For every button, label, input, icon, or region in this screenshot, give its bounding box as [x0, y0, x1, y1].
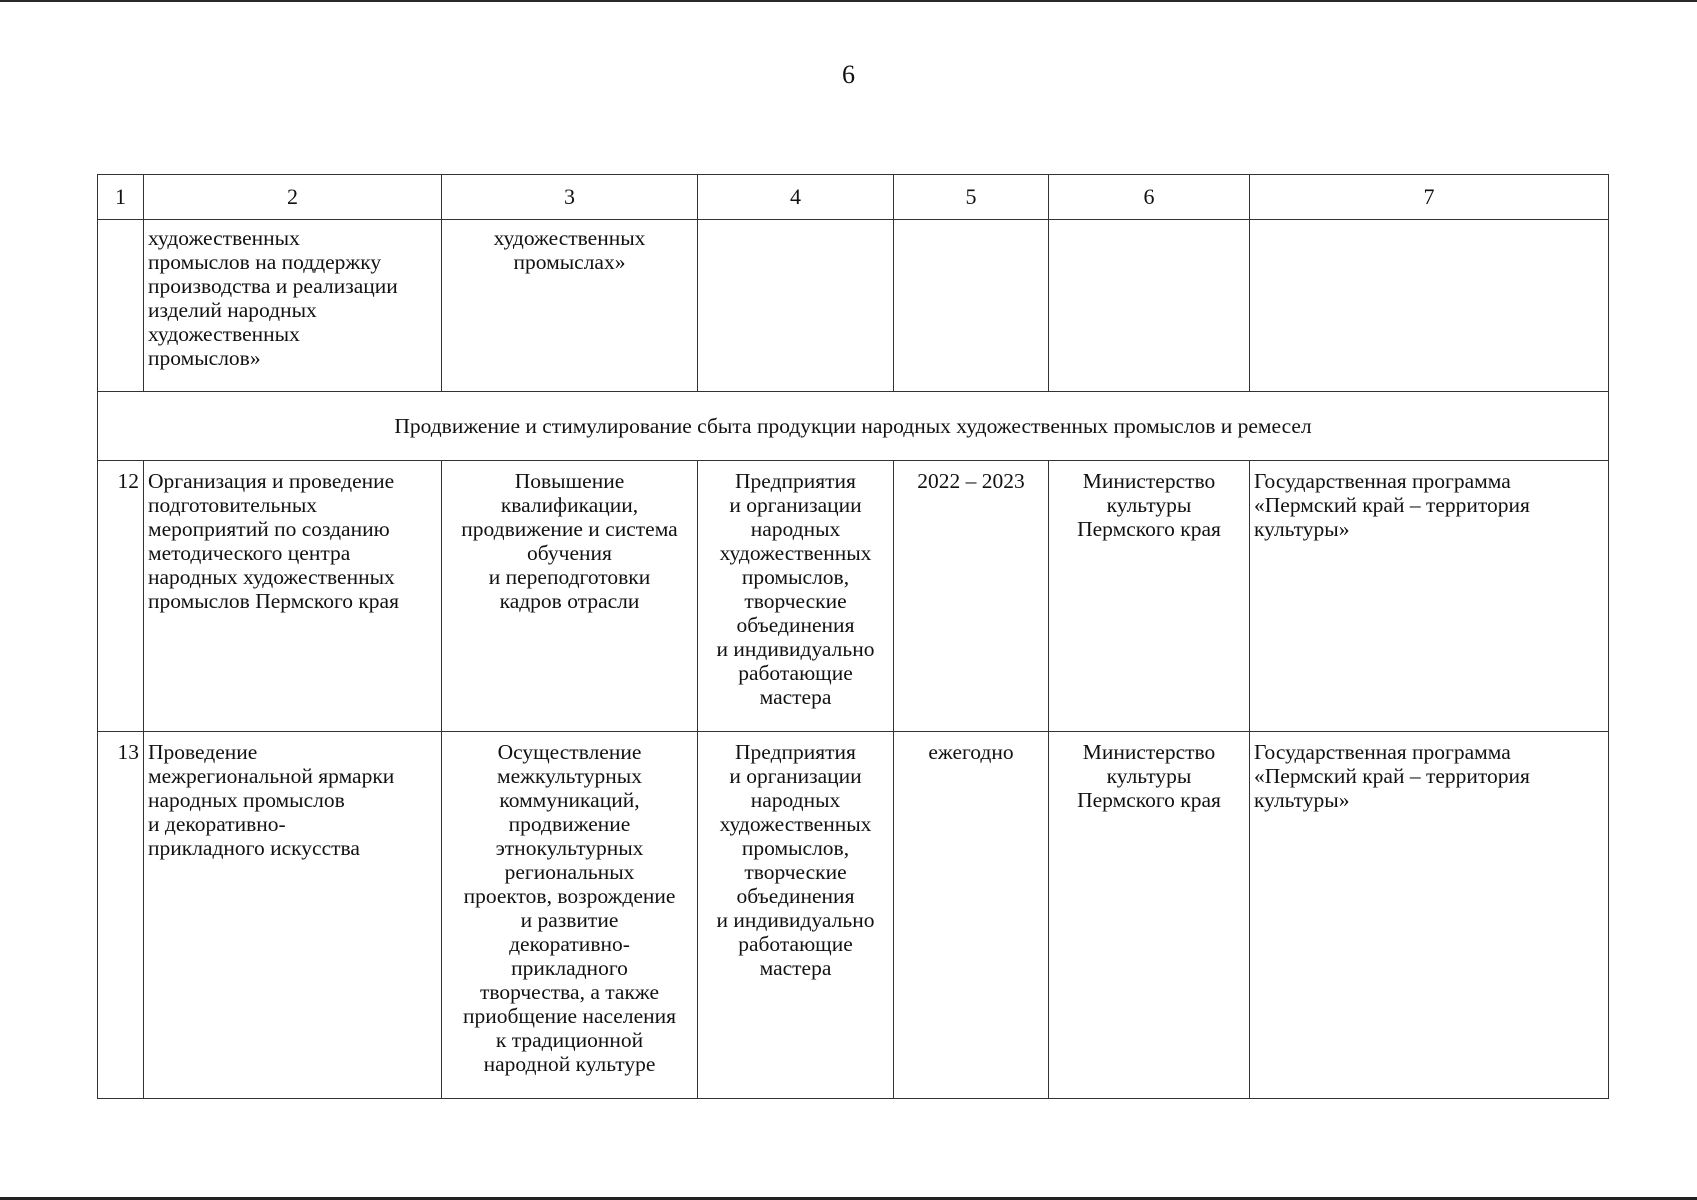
text-line: кадров отрасли	[499, 589, 640, 613]
source-cell	[1250, 732, 1609, 1099]
text-line: культуры	[1106, 764, 1192, 788]
continued-source-cell	[1250, 220, 1609, 392]
text-line: мероприятий по созданию	[148, 517, 390, 541]
text-line: творческие	[744, 589, 847, 613]
activities-table	[97, 174, 1609, 1099]
text-line: Предприятия	[735, 740, 856, 764]
text-line: творческие	[744, 860, 847, 884]
source-cell	[1250, 461, 1609, 732]
text-line: и индивидуально	[716, 637, 875, 661]
text-line: прикладного искусства	[148, 836, 360, 860]
event-cell	[144, 461, 442, 732]
header-col-5: 5	[894, 175, 1049, 220]
text-line: Повышение	[514, 469, 625, 493]
text-line: межкультурных	[497, 764, 642, 788]
text-line: квалификации,	[500, 493, 639, 517]
text-line: промыслах»	[513, 250, 626, 274]
page-top-edge	[0, 0, 1697, 2]
participants-cell	[698, 461, 894, 732]
text-line: художественных	[148, 226, 300, 250]
text-line: объединения	[736, 613, 855, 637]
text-line: к традиционной	[495, 1028, 644, 1052]
text-line: продвижение и система	[461, 517, 678, 541]
responsible-cell	[1049, 732, 1250, 1099]
text-line: промыслов,	[741, 565, 850, 589]
text-line: Осуществление	[497, 740, 642, 764]
text-line: производства и реализации	[148, 274, 398, 298]
text-line: Проведение	[148, 740, 258, 764]
text-line: подготовительных	[148, 493, 318, 517]
text-line: мастера	[759, 685, 832, 709]
text-line: обучения	[527, 541, 612, 565]
text-line: промыслов,	[741, 836, 850, 860]
text-line: народных	[750, 788, 841, 812]
text-line: культуры»	[1254, 788, 1350, 812]
text-line: и развитие	[520, 908, 619, 932]
text-line: художественных	[719, 541, 872, 565]
text-line: работающие	[738, 661, 853, 685]
text-line: межрегиональной ярмарки	[148, 764, 395, 788]
continued-responsible-cell	[1049, 220, 1250, 392]
row-number: 13	[98, 732, 144, 1099]
text-line: проектов, возрождение	[463, 884, 676, 908]
header-col-1: 1	[98, 175, 144, 220]
section-row	[98, 392, 1609, 461]
text-line: продвижение	[508, 812, 631, 836]
table-row	[98, 461, 1609, 732]
text-line: народных художественных	[148, 565, 395, 589]
text-line: прикладного	[511, 956, 628, 980]
text-line: промыслов»	[148, 346, 261, 370]
text-line: и декоративно-	[148, 812, 286, 836]
table-row	[98, 732, 1609, 1099]
text-line: декоративно-	[509, 932, 630, 956]
header-col-3: 3	[442, 175, 698, 220]
page-number: 6	[842, 60, 855, 89]
text-line: работающие	[738, 932, 853, 956]
text-line: и индивидуально	[716, 908, 875, 932]
text-line: и организации	[729, 493, 862, 517]
table-header-row	[98, 175, 1609, 220]
text-line: художественных	[719, 812, 872, 836]
text-line: и переподготовки	[488, 565, 651, 589]
header-col-6: 6	[1049, 175, 1250, 220]
text-line: изделий народных	[148, 298, 317, 322]
header-col-2: 2	[144, 175, 442, 220]
text-line: художественных	[148, 322, 300, 346]
text-line: культуры	[1106, 493, 1192, 517]
table-row-continued	[98, 220, 1609, 392]
responsible-cell	[1049, 461, 1250, 732]
row-number: 12	[98, 461, 144, 732]
text-line: Министерство	[1082, 469, 1216, 493]
text-line: Предприятия	[735, 469, 856, 493]
text-line: мастера	[759, 956, 832, 980]
text-line: промыслов Пермского края	[148, 589, 399, 613]
text-line: народных промыслов	[148, 788, 345, 812]
header-col-7: 7	[1250, 175, 1609, 220]
continued-goal-cell	[442, 220, 698, 392]
participants-cell	[698, 732, 894, 1099]
period-cell: 2022 – 2023	[894, 461, 1049, 732]
text-line: региональных	[504, 860, 635, 884]
text-line: объединения	[736, 884, 855, 908]
header-col-4: 4	[698, 175, 894, 220]
goal-cell	[442, 461, 698, 732]
continued-event-cell	[144, 220, 442, 392]
continued-participants-cell	[698, 220, 894, 392]
text-line: Организация и проведение	[148, 469, 395, 493]
text-line: Государственная программа	[1254, 740, 1511, 764]
text-line: Пермского края	[1077, 517, 1221, 541]
text-line: художественных	[493, 226, 646, 250]
goal-cell	[442, 732, 698, 1099]
text-line: «Пермский край – территория	[1254, 764, 1530, 788]
continued-period-cell	[894, 220, 1049, 392]
section-title: Продвижение и стимулирование сбыта продукции народных художественных промыслов и ремесел	[98, 392, 1609, 461]
text-line: народной культуре	[483, 1052, 656, 1076]
text-line: приобщение населения	[462, 1004, 677, 1028]
text-line: этнокультурных	[495, 836, 644, 860]
text-line: творчества, а также	[479, 980, 660, 1004]
text-line: Пермского края	[1077, 788, 1221, 812]
text-line: «Пермский край – территория	[1254, 493, 1530, 517]
text-line: коммуникаций,	[499, 788, 640, 812]
text-line: народных	[750, 517, 841, 541]
text-line: Государственная программа	[1254, 469, 1511, 493]
continued-num-cell	[98, 220, 144, 392]
text-line: и организации	[729, 764, 862, 788]
text-line: культуры»	[1254, 517, 1350, 541]
period-cell: ежегодно	[894, 732, 1049, 1099]
text-line: Министерство	[1082, 740, 1216, 764]
text-line: промыслов на поддержку	[148, 250, 382, 274]
event-cell	[144, 732, 442, 1099]
text-line: методического центра	[148, 541, 351, 565]
